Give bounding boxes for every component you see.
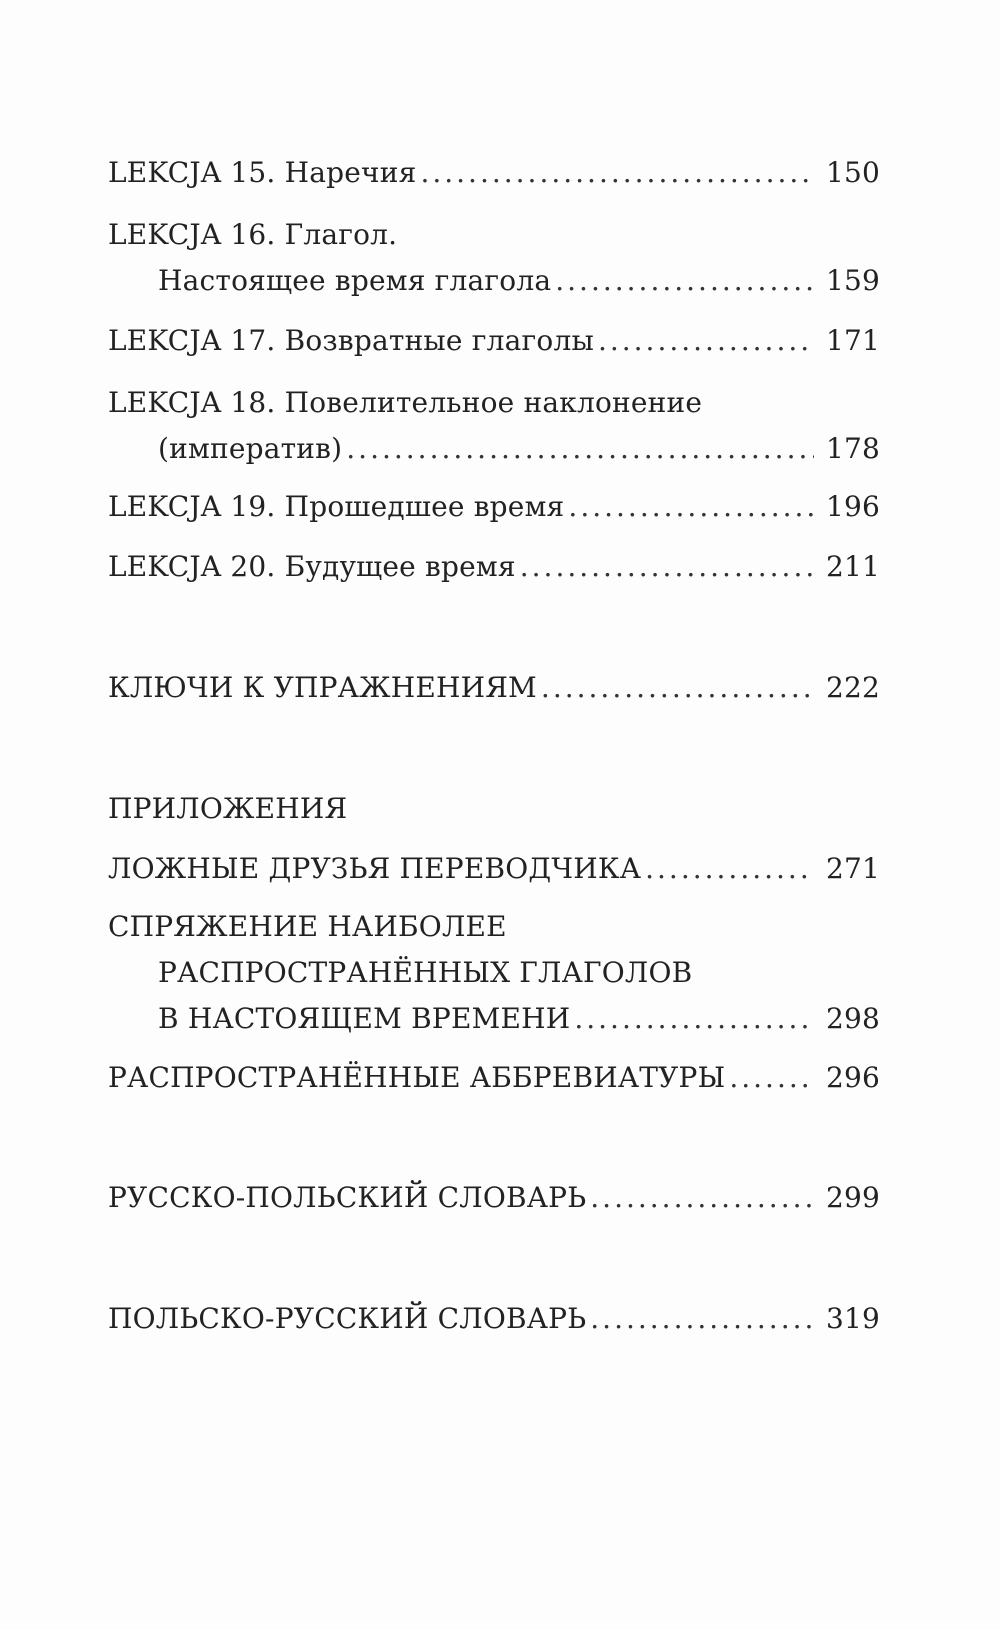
toc-page-number: 271 bbox=[825, 852, 880, 885]
dot-leader bbox=[574, 996, 814, 1042]
toc-entry-subtitle: В НАСТОЯЩЕМ ВРЕМЕНИ bbox=[158, 1002, 571, 1035]
dot-leader bbox=[520, 544, 814, 590]
toc-page-number: 196 bbox=[825, 490, 880, 523]
toc-page-number: 211 bbox=[825, 550, 880, 583]
toc-entry-title: LEKCJA 18. Повелительное наклонение bbox=[108, 386, 703, 419]
toc-page-number: 299 bbox=[825, 1181, 880, 1214]
toc-entry-conjugation[interactable] bbox=[108, 904, 880, 1042]
toc-entry-title: ПОЛЬСКО-РУССКИЙ СЛОВАРЬ bbox=[108, 1302, 587, 1335]
toc-page-number: 178 bbox=[825, 432, 880, 465]
toc-entry-title: LEKCJA 15. Наречия bbox=[108, 156, 417, 189]
toc-entry-abbreviations[interactable] bbox=[108, 1055, 880, 1101]
toc-entry-title: LEKCJA 16. Глагол. bbox=[108, 218, 398, 251]
toc-entry-lesson-19[interactable] bbox=[108, 484, 880, 530]
dot-leader bbox=[568, 484, 814, 530]
toc-entry-title: РУССКО-ПОЛЬСКИЙ СЛОВАРЬ bbox=[108, 1181, 587, 1214]
toc-page-number: 150 bbox=[825, 156, 880, 189]
toc-page-number: 298 bbox=[825, 1002, 880, 1035]
dot-leader bbox=[729, 1055, 814, 1101]
toc-entry-title: LEKCJA 19. Прошедшее время bbox=[108, 490, 565, 523]
toc-entry-lesson-18[interactable] bbox=[108, 380, 880, 472]
toc-entry-title: РАСПРОСТРАНЁННЫЕ АББРЕВИАТУРЫ bbox=[108, 1061, 726, 1094]
toc-entry-subtitle: (императив) bbox=[158, 432, 343, 465]
toc-entry-lesson-17[interactable] bbox=[108, 318, 880, 364]
toc-entry-lesson-16[interactable] bbox=[108, 212, 880, 304]
toc-page-number: 159 bbox=[825, 264, 880, 297]
toc-entry-title: ЛОЖНЫЕ ДРУЗЬЯ ПЕРЕВОДЧИКА bbox=[108, 852, 642, 885]
toc-entry-title: LEKCJA 17. Возвратные глаголы bbox=[108, 324, 594, 357]
toc-entry-keys[interactable] bbox=[108, 665, 880, 711]
toc-page-number: 296 bbox=[825, 1061, 880, 1094]
toc-entry-subtitle: РАСПРОСТРАНЁННЫХ ГЛАГОЛОВ bbox=[158, 956, 693, 989]
toc-page-number: 319 bbox=[825, 1302, 880, 1335]
toc-entry-title: LEKCJA 20. Будущее время bbox=[108, 550, 516, 583]
dot-leader bbox=[645, 846, 814, 892]
toc-entry-title: СПРЯЖЕНИЕ НАИБОЛЕЕ bbox=[108, 910, 507, 943]
toc-section-heading-appendices: ПРИЛОЖЕНИЯ bbox=[108, 792, 348, 825]
toc-entry-false-friends[interactable] bbox=[108, 846, 880, 892]
toc-entry-ru-pl-dictionary[interactable] bbox=[108, 1175, 880, 1221]
toc-page-number: 222 bbox=[825, 671, 880, 704]
toc-entry-title: КЛЮЧИ К УПРАЖНЕНИЯМ bbox=[108, 671, 537, 704]
toc-entry-pl-ru-dictionary[interactable] bbox=[108, 1296, 880, 1342]
dot-leader bbox=[590, 1175, 814, 1221]
toc-entry-subtitle: Настоящее время глагола bbox=[158, 264, 552, 297]
dot-leader bbox=[541, 665, 814, 711]
dot-leader bbox=[420, 150, 814, 196]
dot-leader bbox=[555, 258, 814, 304]
toc-page-number: 171 bbox=[825, 324, 880, 357]
toc-entry-lesson-15[interactable] bbox=[108, 150, 880, 196]
dot-leader bbox=[590, 1296, 814, 1342]
dot-leader bbox=[346, 426, 814, 472]
dot-leader bbox=[598, 318, 814, 364]
toc-entry-lesson-20[interactable] bbox=[108, 544, 880, 590]
